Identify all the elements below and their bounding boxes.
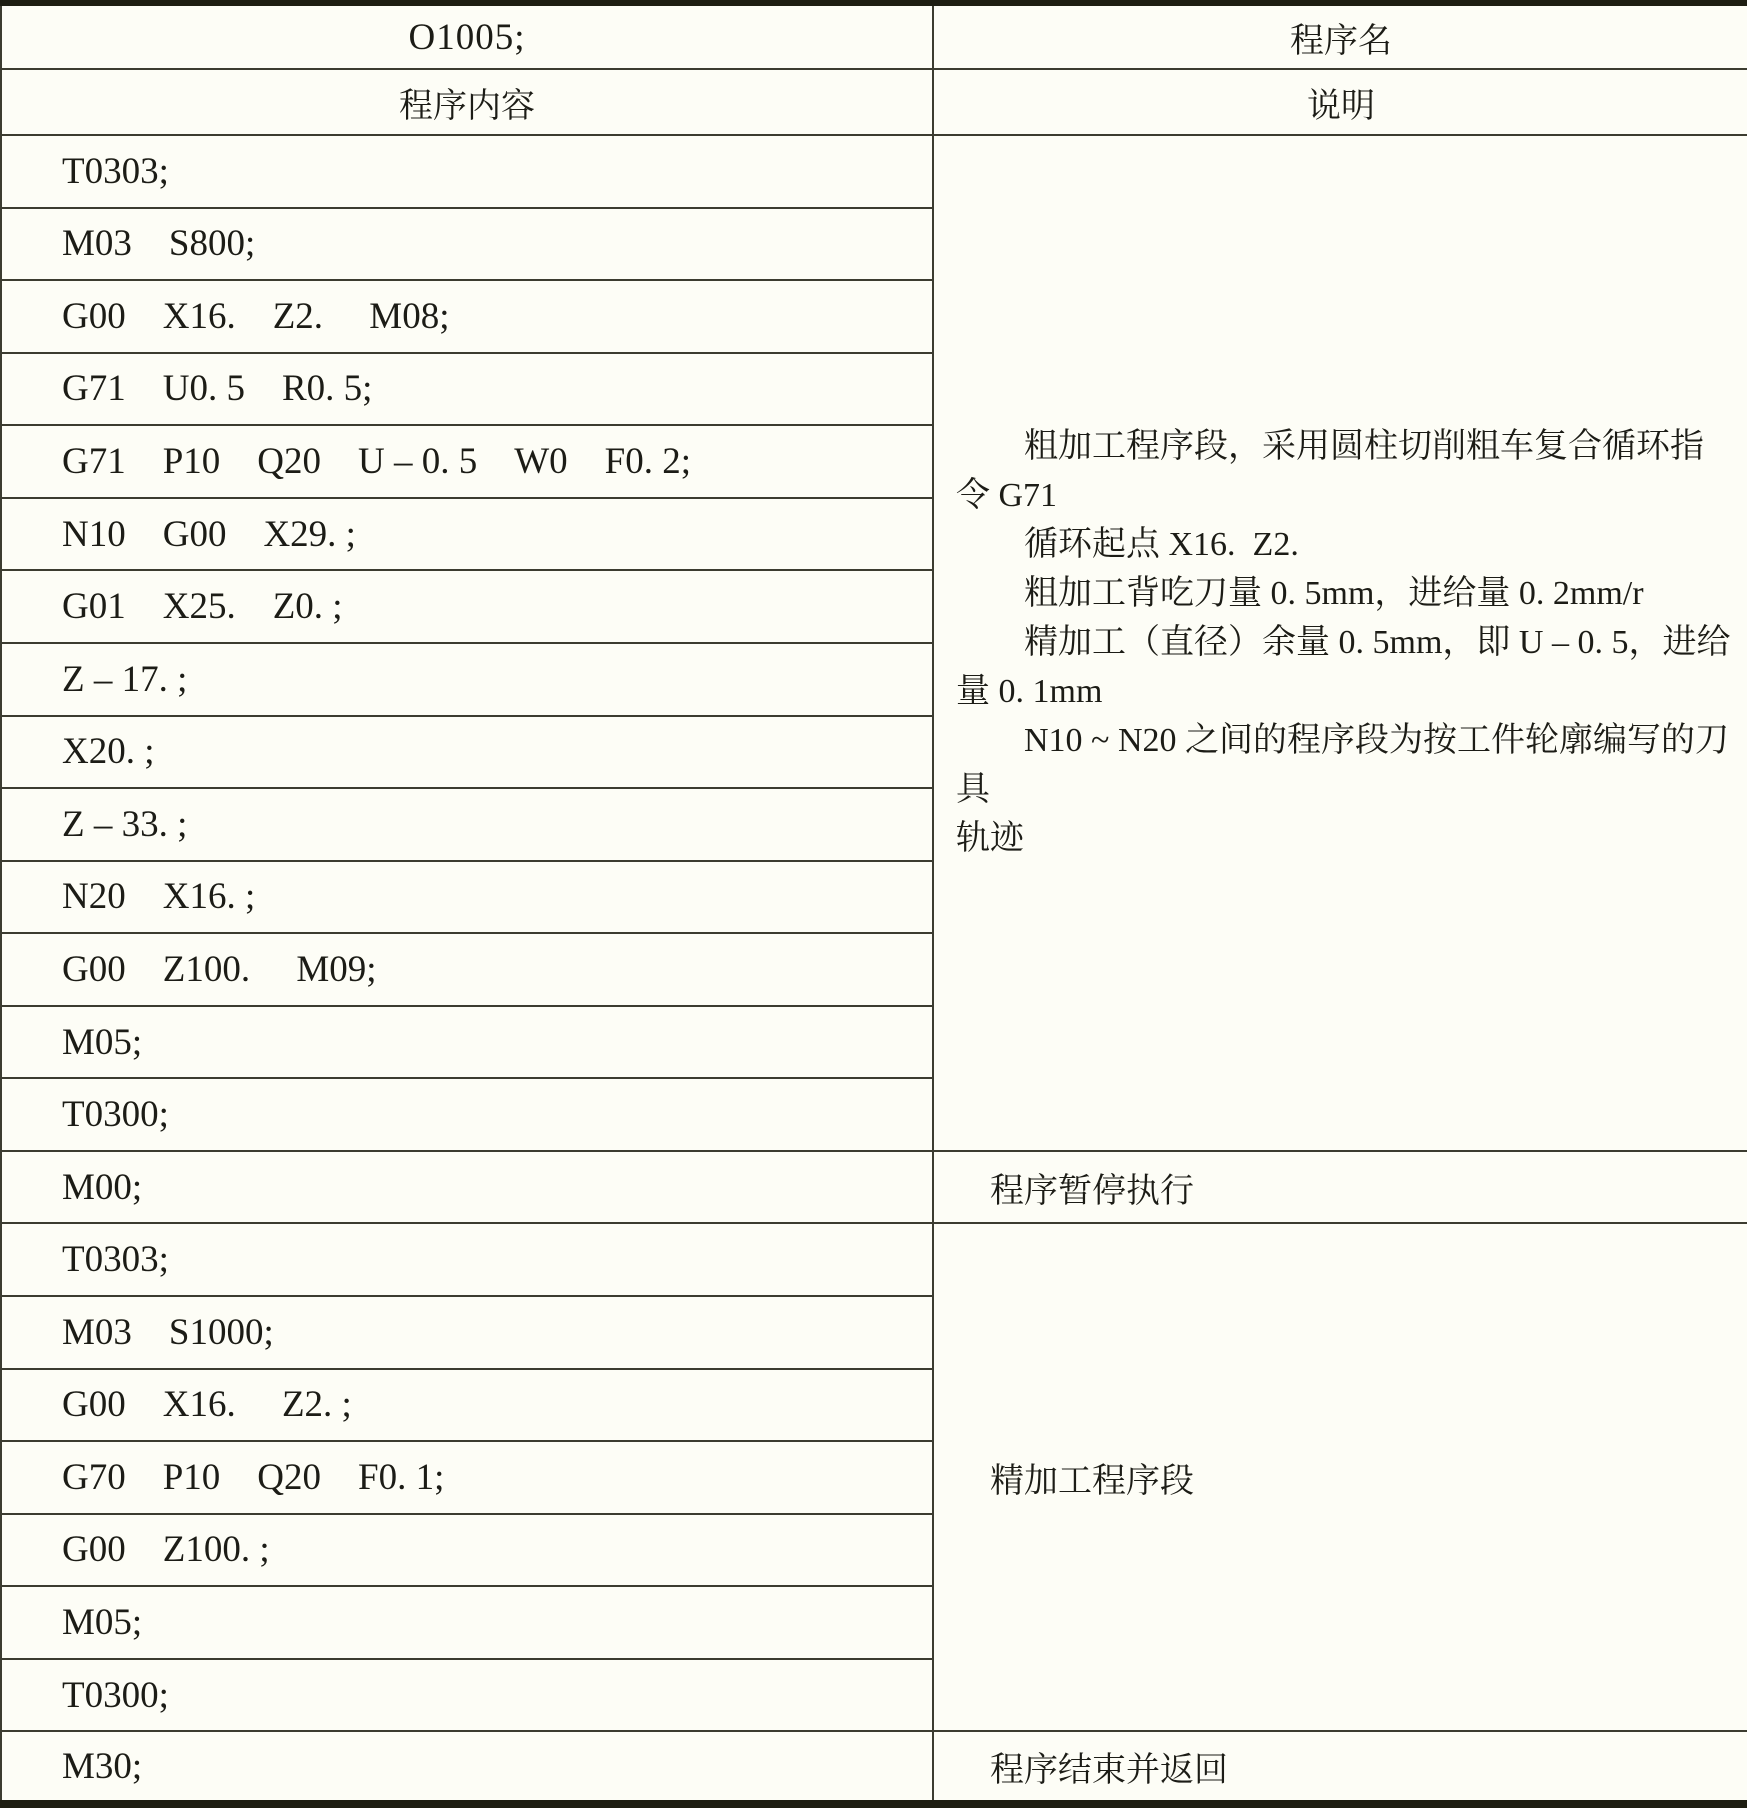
code-cell: G00 Z100. ; [1,1514,933,1587]
code-cell: M05; [1,1586,933,1659]
code-cell: G71 P10 Q20 U – 0. 5 W0 F0. 2; [1,425,933,498]
note-label-cell: 程序结束并返回 [933,1731,1747,1804]
program-content-header-cell: 程序内容 [1,69,933,135]
code-cell: Z – 17. ; [1,643,933,716]
note-line: 粗加工程序段，采用圆柱切削粗车复合循环指 [1024,428,1704,466]
header-row-columns [1,69,1747,135]
note-paragraph-cell [933,135,1747,1151]
note-line: 量 0. 1mm [956,673,1103,711]
code-cell: G71 U0. 5 R0. 5; [1,353,933,426]
note-line: 粗加工背吃刀量 0. 5mm，进给量 0. 2mm/r [1024,575,1644,613]
table-row [1,135,1747,208]
code-cell: N20 X16. ; [1,861,933,934]
code-cell: G01 X25. Z0. ; [1,570,933,643]
program-name-header-cell: 程序名 [933,3,1747,69]
code-cell: G00 X16. Z2. M08; [1,280,933,353]
table-row [1,1731,1747,1804]
code-cell: N10 G00 X29. ; [1,498,933,571]
code-cell: T0303; [1,135,933,208]
note-line: 循环起点 X16. Z2. [1024,526,1299,564]
table-row [1,1223,1747,1296]
code-cell: M03 S1000; [1,1296,933,1369]
code-cell: T0300; [1,1078,933,1151]
code-cell: G70 P10 Q20 F0. 1; [1,1441,933,1514]
table-body [1,135,1747,1804]
program-number-cell: O1005; [1,3,933,69]
code-cell: G00 X16. Z2. ; [1,1369,933,1442]
code-cell: G00 Z100. M09; [1,933,933,1006]
code-cell: M30; [1,1731,933,1804]
explanation-header-cell: 说明 [933,69,1747,135]
note-line: 精加工（直径）余量 0. 5mm，即 U – 0. 5，进给 [1024,624,1731,662]
code-cell: X20. ; [1,716,933,789]
note-line: 令 G71 [956,477,1058,515]
table-header [1,3,1747,135]
note-label-cell: 程序暂停执行 [933,1151,1747,1224]
header-row-program-name [1,3,1747,69]
code-cell: M00; [1,1151,933,1224]
code-cell: T0303; [1,1223,933,1296]
code-cell: T0300; [1,1659,933,1732]
table-row [1,1151,1747,1224]
code-cell: M03 S800; [1,208,933,281]
code-cell: M05; [1,1006,933,1079]
note-line: N10 ~ N20 之间的程序段为按工件轮廓编写的刀具 [956,722,1730,809]
note-line: 轨迹 [956,820,1024,858]
note-label-cell: 精加工程序段 [933,1223,1747,1731]
code-cell: Z – 33. ; [1,788,933,861]
